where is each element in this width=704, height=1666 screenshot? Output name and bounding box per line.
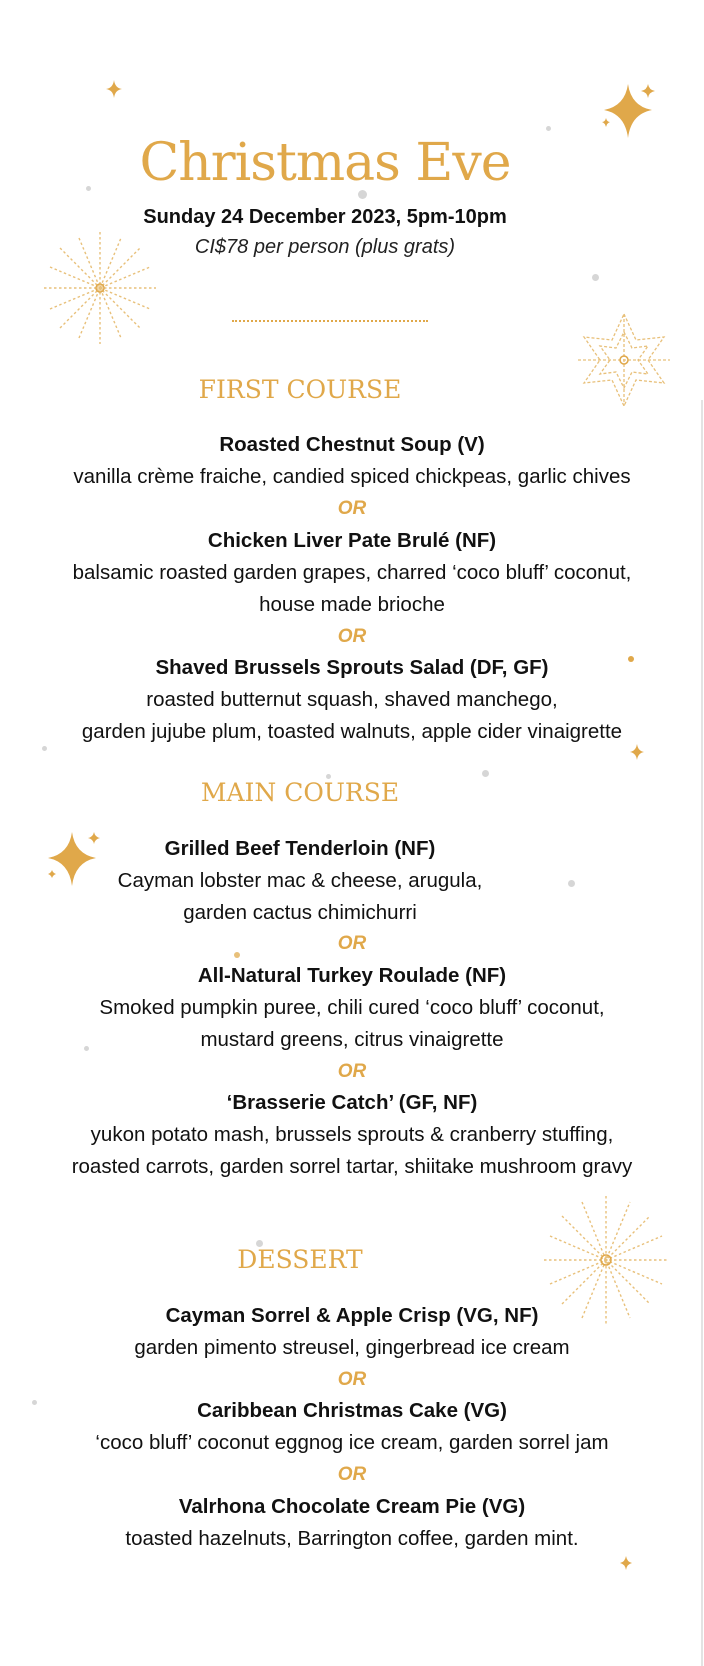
dish-description: Cayman lobster mac & cheese, arugula, (117, 869, 483, 892)
dish-name: Caribbean Christmas Cake (VG) (197, 1399, 507, 1422)
or-separator: OR (337, 1464, 367, 1485)
dish-description: roasted carrots, garden sorrel tartar, shiitake mushroom gravy (71, 1155, 633, 1178)
sparkle-small-icon (620, 1556, 632, 1570)
dish-description: house made brioche (259, 593, 445, 616)
event-date: Sunday 24 December 2023, 5pm-10pm (143, 206, 507, 228)
event-price: CI$78 per person (plus grats) (194, 236, 456, 258)
snow-dot (482, 770, 489, 777)
dish-description: garden jujube plum, toasted walnuts, apple cider vinaigrette (81, 720, 623, 743)
or-separator: OR (337, 1369, 367, 1390)
dish-name: Cayman Sorrel & Apple Crisp (VG, NF) (165, 1304, 539, 1327)
or-separator: OR (337, 626, 367, 647)
dish-name: ‘Brasserie Catch’ (GF, NF) (226, 1091, 478, 1114)
dish-description: Smoked pumpkin puree, chili cured ‘coco bluff’ coconut, (99, 996, 605, 1019)
course-heading-first: FIRST COURSE (198, 375, 402, 404)
dish-description: mustard greens, citrus vinaigrette (200, 1028, 504, 1051)
dish-description: vanilla crème fraiche, candied spiced chickpeas, garlic chives (73, 465, 631, 488)
sparkle-icon (106, 80, 122, 98)
dish-name: All-Natural Turkey Roulade (NF) (197, 964, 507, 987)
dish-description: garden pimento streusel, gingerbread ice cream (134, 1336, 570, 1359)
dish-name: Valrhona Chocolate Cream Pie (VG) (178, 1495, 526, 1518)
dish-name: Roasted Chestnut Soup (V) (219, 433, 485, 456)
dish-description: balsamic roasted garden grapes, charred ‘coco bluff’ coconut, (72, 561, 632, 584)
snow-dot (592, 274, 599, 281)
or-separator: OR (337, 933, 367, 954)
course-heading-dessert: DESSERT (237, 1245, 363, 1274)
menu-title: Christmas Eve (139, 133, 511, 193)
or-separator: OR (337, 1061, 367, 1082)
dish-description: roasted butternut squash, shaved manchego, (146, 688, 558, 711)
dish-description: ‘coco bluff’ coconut eggnog ice cream, garden sorrel jam (95, 1431, 609, 1454)
dish-name: Shaved Brussels Sprouts Salad (DF, GF) (155, 656, 549, 679)
dish-description: yukon potato mash, brussels sprouts & cranberry stuffing, (90, 1123, 614, 1146)
dotted-divider (232, 320, 428, 322)
or-separator: OR (337, 498, 367, 519)
dish-description: toasted hazelnuts, Barrington coffee, garden mint. (125, 1527, 579, 1550)
dish-description: garden cactus chimichurri (183, 901, 417, 924)
course-heading-main: MAIN COURSE (200, 778, 400, 807)
dish-name: Chicken Liver Pate Brulé (NF) (207, 529, 497, 552)
dish-name: Grilled Beef Tenderloin (NF) (164, 837, 436, 860)
